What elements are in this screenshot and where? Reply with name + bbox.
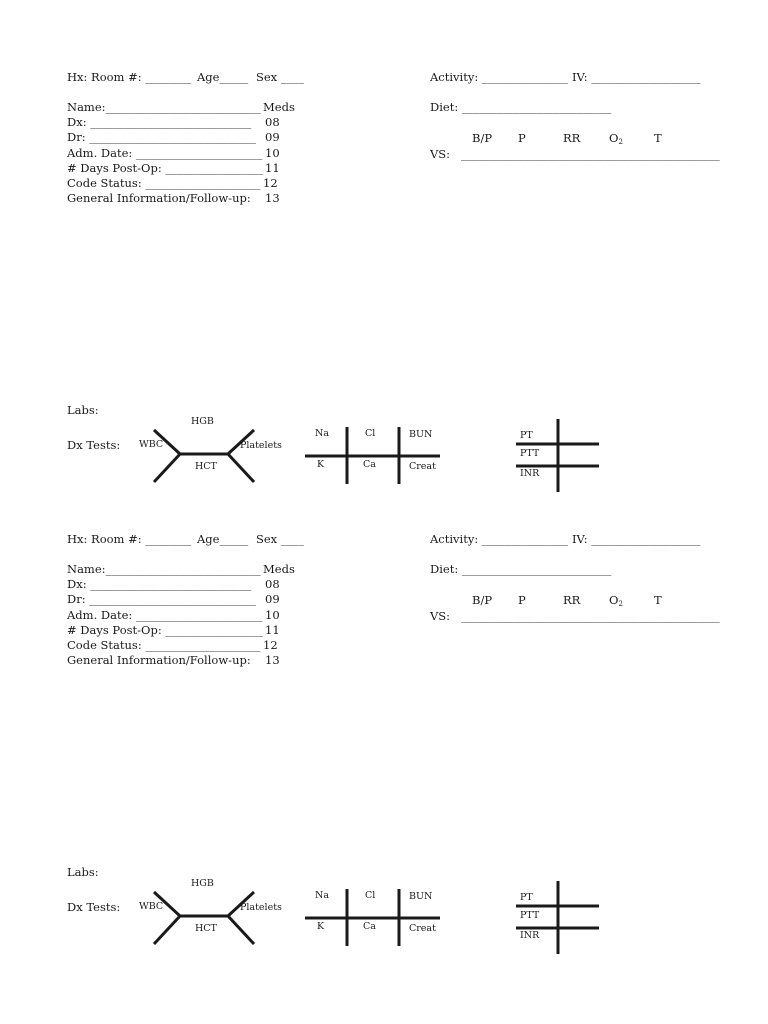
dx-tests-label: Dx Tests: xyxy=(67,438,121,452)
creat-label: Creat xyxy=(409,461,436,472)
med-hour: 09 xyxy=(265,592,280,606)
ca-label: Ca xyxy=(363,921,376,932)
bun-label: BUN xyxy=(409,891,433,902)
code-status-field[interactable]: Code Status: ____________________ xyxy=(67,638,261,652)
med-hour: 10 xyxy=(265,608,280,622)
vital-rr-label: RR xyxy=(563,593,581,607)
platelets-label: Platelets xyxy=(240,902,282,913)
vital-o2-label: $O_2$ xyxy=(609,131,623,146)
med-hour: 09 xyxy=(265,130,280,144)
wbc-label: WBC xyxy=(139,901,164,912)
inr-label: INR xyxy=(520,468,540,479)
med-hour: 13 xyxy=(265,653,280,667)
vital-pulse-label: P xyxy=(518,131,526,145)
dr-field[interactable]: Dr: _____________________________ xyxy=(67,130,256,144)
na-label: Na xyxy=(315,890,329,901)
diet-field[interactable]: Diet: __________________________ xyxy=(430,562,612,576)
hct-label: HCT xyxy=(195,461,217,472)
cl-label: Cl xyxy=(365,890,376,901)
labs-label: Labs: xyxy=(67,403,99,417)
na-label: Na xyxy=(315,428,329,439)
cbc-fishbone-diagram xyxy=(150,892,260,948)
pt-label: PT xyxy=(520,892,533,903)
sex-field[interactable]: Sex ____ xyxy=(256,532,304,546)
platelets-label: Platelets xyxy=(240,440,282,451)
days-post-op-field[interactable]: # Days Post-Op: _________________ xyxy=(67,623,264,637)
patient-sheet-1 xyxy=(0,0,768,479)
adm-date-field[interactable]: Adm. Date: ______________________ xyxy=(67,608,263,622)
wbc-label: WBC xyxy=(139,439,164,450)
code-status-field[interactable]: Code Status: ____________________ xyxy=(67,176,261,190)
dx-tests-label: Dx Tests: xyxy=(67,900,121,914)
patient-sheet-2 xyxy=(0,462,768,941)
med-hour: 12 xyxy=(263,638,278,652)
hct-label: HCT xyxy=(195,923,217,934)
hgb-label: HGB xyxy=(191,416,214,427)
creat-label: Creat xyxy=(409,923,436,934)
vital-bp-label: B/P xyxy=(472,593,493,607)
inr-label: INR xyxy=(520,930,540,941)
hx-room-field[interactable]: Hx: Room #: ________ xyxy=(67,70,192,84)
vs-entry-line[interactable]: _____________________________________________ xyxy=(461,147,720,161)
vital-o2-label: $O_2$ xyxy=(609,593,623,608)
dx-field[interactable]: Dx: ____________________________ xyxy=(67,577,252,591)
k-label: K xyxy=(317,921,325,932)
diet-field[interactable]: Diet: __________________________ xyxy=(430,100,612,114)
meds-label: Meds xyxy=(263,100,295,114)
vital-bp-label: B/P xyxy=(472,131,493,145)
cl-label: Cl xyxy=(365,428,376,439)
vital-temp-label: T xyxy=(654,131,662,145)
med-hour: 10 xyxy=(265,146,280,160)
iv-field[interactable]: IV: ___________________ xyxy=(572,70,701,84)
age-field[interactable]: Age_____ xyxy=(197,70,249,84)
med-hour: 13 xyxy=(265,191,280,205)
activity-field[interactable]: Activity: _______________ xyxy=(430,532,569,546)
vital-temp-label: T xyxy=(654,593,662,607)
ca-label: Ca xyxy=(363,459,376,470)
med-hour: 11 xyxy=(265,161,280,175)
iv-field[interactable]: IV: ___________________ xyxy=(572,532,701,546)
ptt-label: PTT xyxy=(520,910,540,921)
ptt-label: PTT xyxy=(520,448,540,459)
labs-label: Labs: xyxy=(67,865,99,879)
bun-label: BUN xyxy=(409,429,433,440)
adm-date-field[interactable]: Adm. Date: ______________________ xyxy=(67,146,263,160)
vital-pulse-label: P xyxy=(518,593,526,607)
name-field[interactable]: Name:___________________________ xyxy=(67,562,261,576)
age-field[interactable]: Age_____ xyxy=(197,532,249,546)
name-field[interactable]: Name:___________________________ xyxy=(67,100,261,114)
general-info-label: General Information/Follow-up: xyxy=(67,653,251,667)
vital-rr-label: RR xyxy=(563,131,581,145)
dr-field[interactable]: Dr: _____________________________ xyxy=(67,592,256,606)
days-post-op-field[interactable]: # Days Post-Op: _________________ xyxy=(67,161,264,175)
hx-room-field[interactable]: Hx: Room #: ________ xyxy=(67,532,192,546)
meds-label: Meds xyxy=(263,562,295,576)
sex-field[interactable]: Sex ____ xyxy=(256,70,304,84)
vs-label: VS: xyxy=(430,609,451,623)
vs-label: VS: xyxy=(430,147,451,161)
med-hour: 12 xyxy=(263,176,278,190)
med-hour: 08 xyxy=(265,577,280,591)
dx-field[interactable]: Dx: ____________________________ xyxy=(67,115,252,129)
vs-entry-line[interactable]: _____________________________________________ xyxy=(461,609,720,623)
k-label: K xyxy=(317,459,325,470)
activity-field[interactable]: Activity: _______________ xyxy=(430,70,569,84)
hgb-label: HGB xyxy=(191,878,214,889)
med-hour: 11 xyxy=(265,623,280,637)
pt-label: PT xyxy=(520,430,533,441)
general-info-label: General Information/Follow-up: xyxy=(67,191,251,205)
med-hour: 08 xyxy=(265,115,280,129)
